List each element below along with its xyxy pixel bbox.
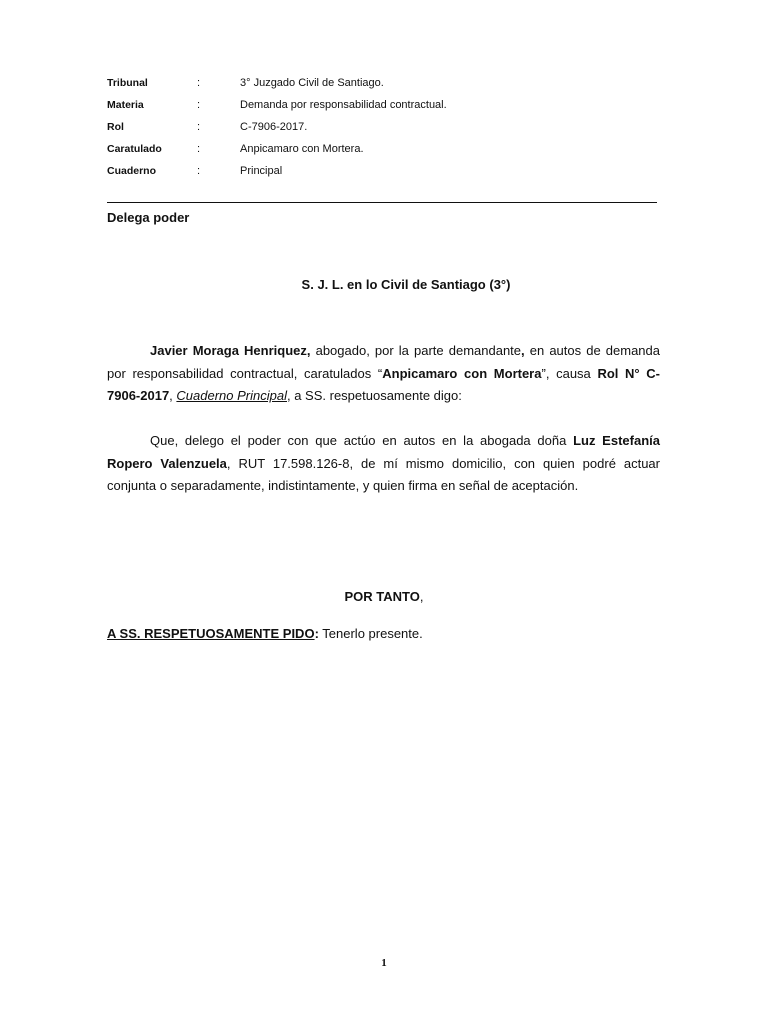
lawyer-name: Javier Moraga Henriquez, <box>150 343 311 358</box>
cuaderno-reference: Cuaderno Principal <box>176 388 287 403</box>
header-value: Demanda por responsabilidad contractual. <box>240 99 447 111</box>
header-row-caratulado <box>107 142 667 164</box>
header-label: Caratulado <box>107 143 162 155</box>
header-row-cuaderno <box>107 164 667 186</box>
delegate-name: Luz Estefanía Ropero Valenzuela <box>107 433 660 471</box>
por-tanto-label: POR TANTO <box>344 589 420 604</box>
header-colon: : <box>197 143 201 155</box>
paragraph-text: , a SS. respetuosamente digo: <box>286 388 462 403</box>
por-tanto-heading <box>0 589 768 604</box>
header-row-tribunal <box>107 76 667 98</box>
request-line <box>107 626 423 641</box>
header-colon: : <box>197 99 201 111</box>
paragraph-text: en autos de demanda por responsabilidad contractual, caratulados “ <box>107 343 660 381</box>
paragraph-text: , <box>521 343 525 358</box>
header-colon: : <box>197 77 201 89</box>
paragraph-text: , RUT 17.598.126-8, de mí mismo domicilio, con quien podré actuar conjunta o separadamente, indistintamente, y quien firma en señal de aceptación. <box>107 455 660 493</box>
header-label: Cuaderno <box>107 165 157 177</box>
paragraph-delegation <box>107 430 660 498</box>
case-rol: Rol N° C-7906-2017 <box>107 365 660 403</box>
paragraph-text: abogado, por la parte demandante <box>310 343 522 358</box>
header-colon: : <box>197 165 201 177</box>
paragraph-text: ”, causa <box>541 365 598 381</box>
request-text: Tenerlo presente. <box>318 626 423 641</box>
page-number: 1 <box>381 957 387 969</box>
case-name: Anpicamaro con Mortera <box>382 365 542 381</box>
case-header <box>107 76 667 186</box>
header-colon: : <box>197 121 201 133</box>
request-label: A SS. RESPETUOSAMENTE PIDO <box>107 626 315 641</box>
request-colon: : <box>314 626 319 641</box>
header-row-materia <box>107 98 667 120</box>
header-row-rol <box>107 120 667 142</box>
header-value: Principal <box>240 165 283 177</box>
header-divider <box>107 202 657 203</box>
header-label: Tribunal <box>107 77 148 89</box>
paragraph-text: , <box>169 388 177 403</box>
document-title: Delega poder <box>107 210 190 225</box>
header-value: 3° Juzgado Civil de Santiago. <box>240 77 384 89</box>
court-addressee: S. J. L. en lo Civil de Santiago (3°) <box>301 277 511 292</box>
paragraph-text: Que, delego el poder con que actúo en autos en la abogada doña <box>150 433 574 448</box>
header-label: Rol <box>107 121 124 133</box>
paragraph-appearance <box>107 340 660 408</box>
header-label: Materia <box>107 99 144 111</box>
por-tanto-comma: , <box>419 589 424 604</box>
header-value: Anpicamaro con Mortera. <box>240 143 364 155</box>
header-value: C-7906-2017. <box>240 121 308 133</box>
